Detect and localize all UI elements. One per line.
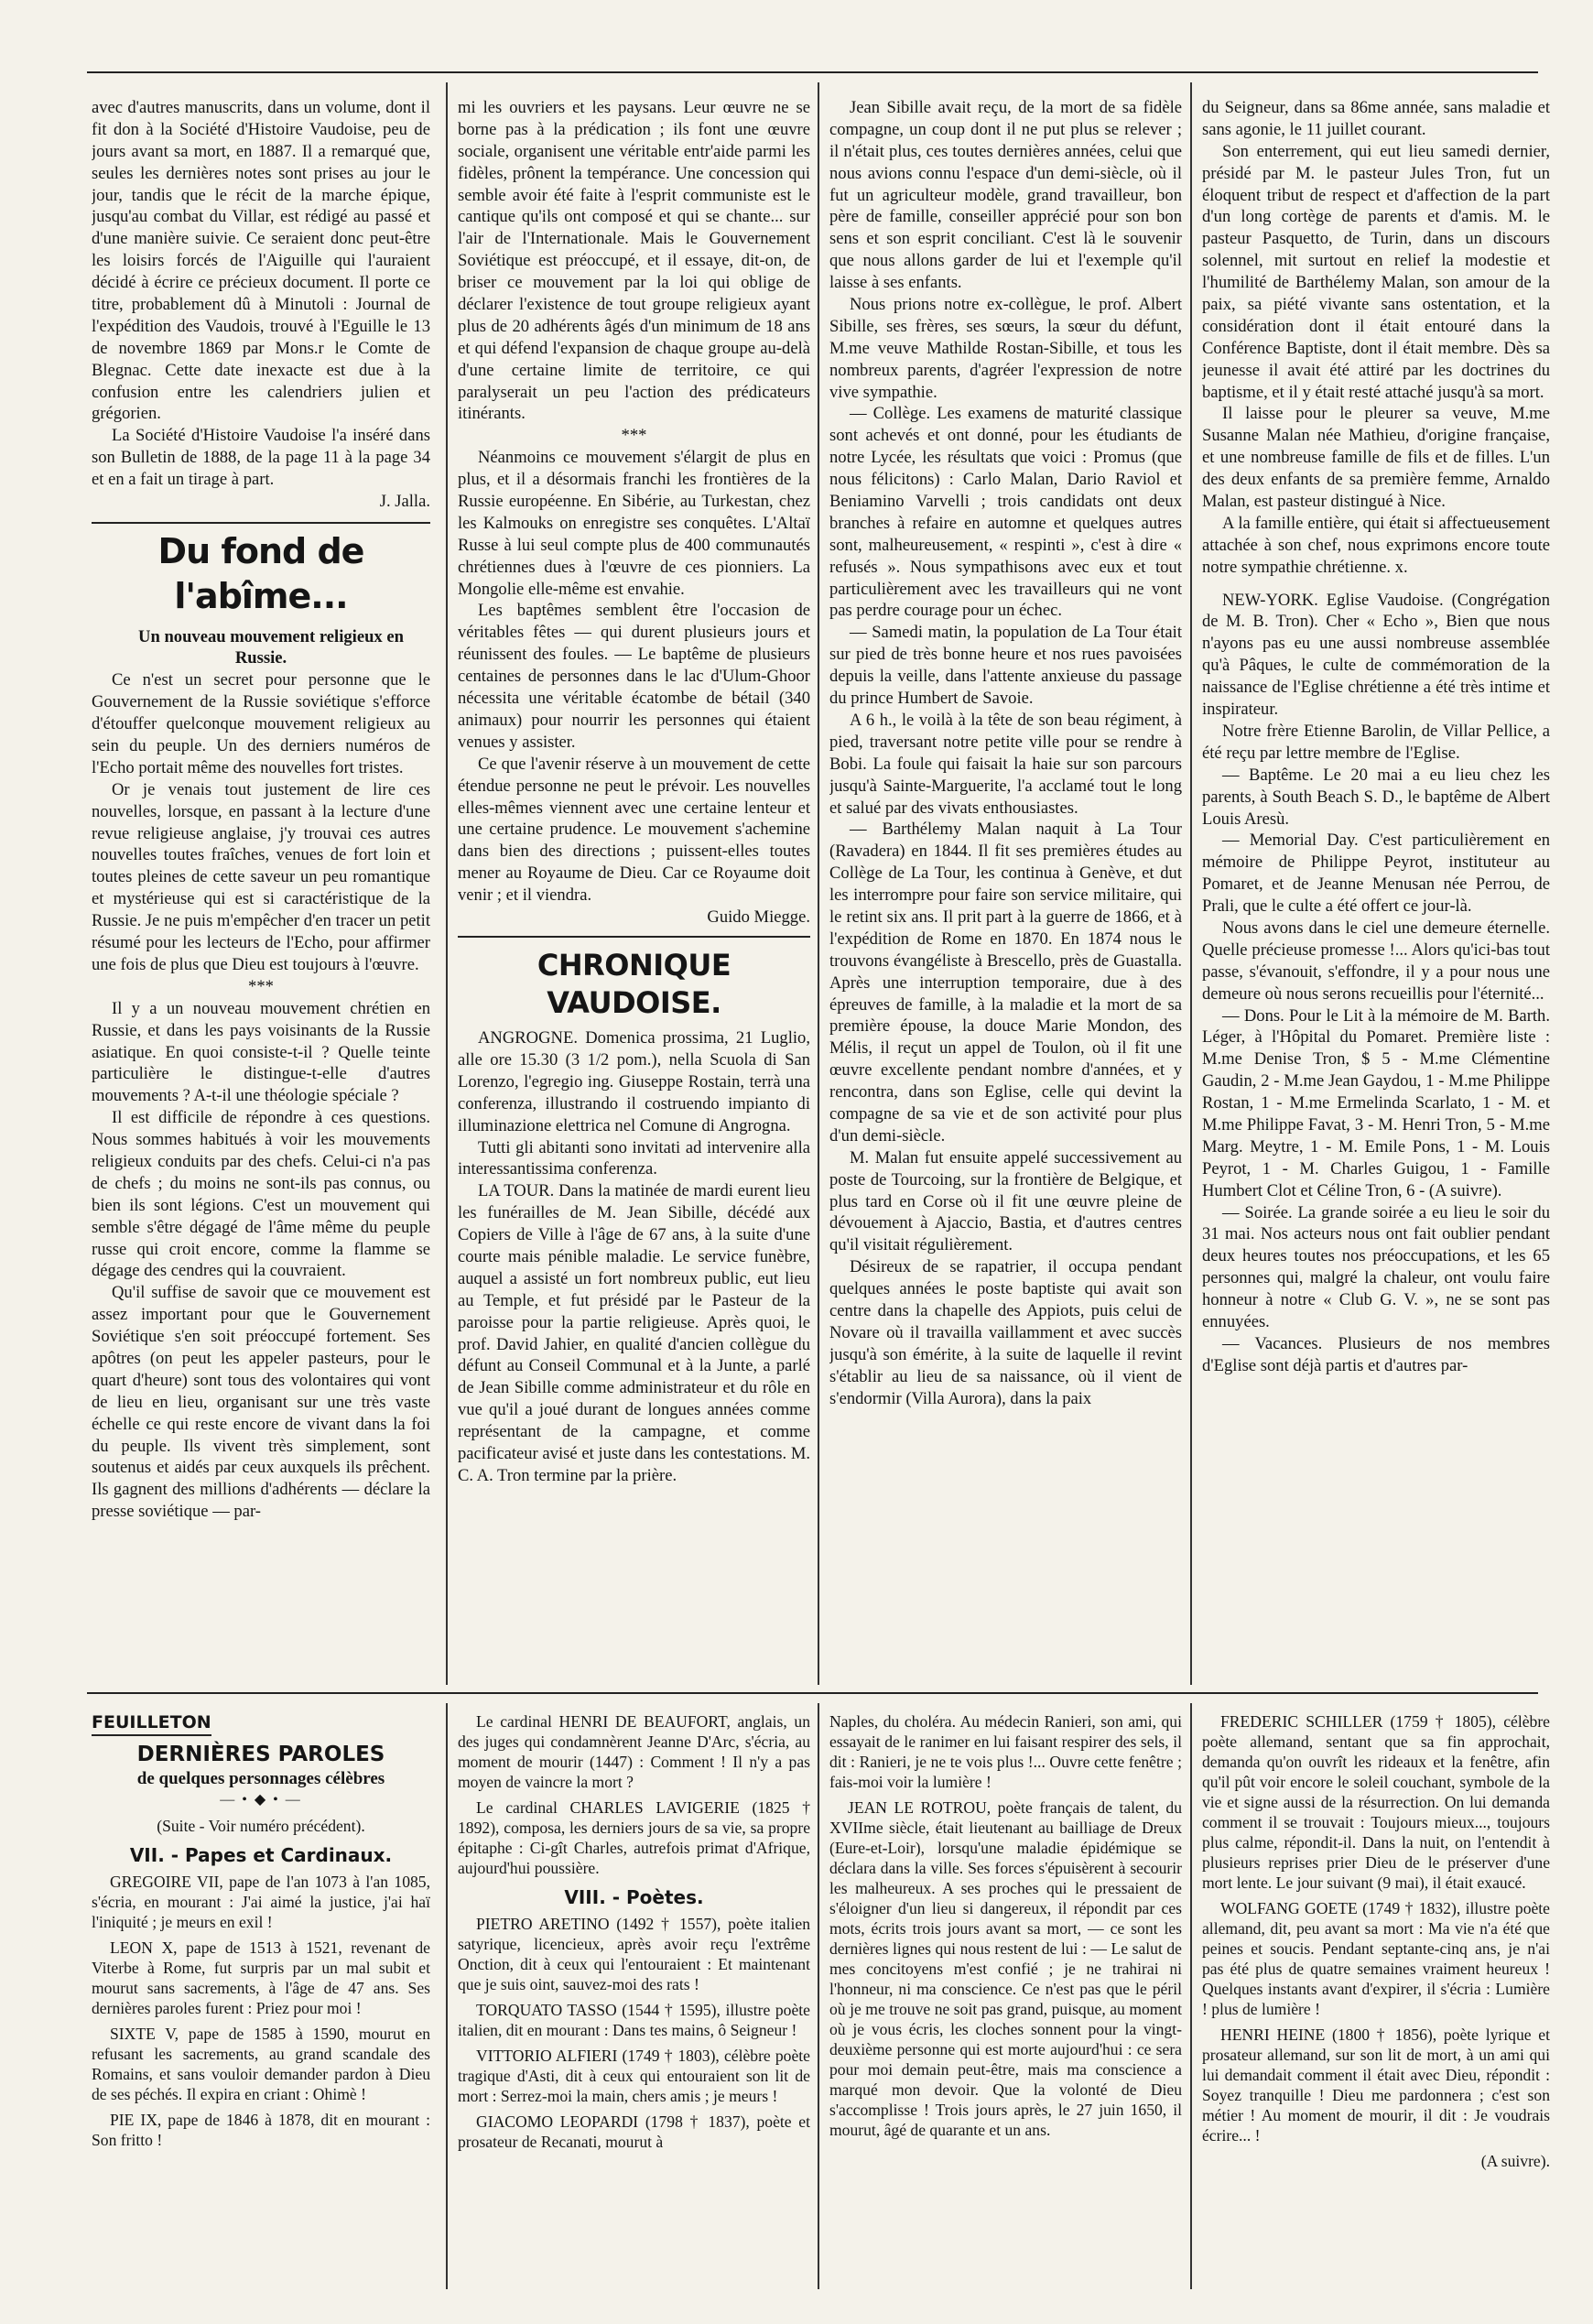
article-continuation: mi les ouvriers et les paysans. Leur œuvre ne se borne pas à la prédication ; ils font une œuvre sociale, organisent une véritable entr'aide parmi les fidèles, prônent la tempérance. Une concession qui semble avoir été faite à l'esprit communiste est le cantique qu'ils ont composé et qui se chante... sur l'air de l'Internationale. Mais le Gouvernement Soviétique est préoccupé, et il essaye, dit-on, de briser ce mouvement par la loi qui oblige de déclarer l'existence de tout groupe religieux ayant plus de 20 adhérents âgés d'un minimum de 18 ans et qui défend l'expansion de chaque groupe au-delà d'une certaine limite de territoire, ce qui paralyserait un peu l'action des prédicateurs itinérants. — [458, 98, 810, 424]
paragraph: VITTORIO ALFIERI (1749 † 1803), célèbre poète tragique d'Asti, dit à ceux qui entouraient son lit de mort : Serrez-moi la main, chers amis ; je meurs ! — [458, 2046, 810, 2105]
paragraph: LEON X, pape de 1513 à 1521, revenant de Viterbe à Rome, fut surpris par un mal subit et mourut sans sacrements, à l'âge de 47 ans. Ses dernières paroles furent : Priez pour moi ! — [92, 1938, 430, 2018]
feuilleton-column-1 — [92, 1712, 430, 2289]
paragraph: PIETRO ARETINO (1492 † 1557), poète italien satyrique, licencieux, après avoir reçu l'extrême Onction, dit à ceux qui l'entouraient : Et maintenant que je suis oint, sauvez-moi des rats ! — [458, 1914, 810, 1993]
feuilleton-rule — [87, 1692, 1538, 1694]
column-divider — [1190, 82, 1192, 1685]
feuilleton-column-2 — [458, 1712, 810, 2289]
paragraph: — Dons. Pour le Lit à la mémoire de M. Barth. Léger, à l'Hôpital du Pomaret. Première liste : M.me Denise Tron, $ 5 - M.me Clémentine Gaudin, 2 - M.me Jean Gaydou, 1 - M.me Philippe Rostan, 1 - M.me Ermelinda Scarlato, 1 - M. et M.me Philippe Favat, 3 - M. Henri Tron, 5 - M.me Marg. Meytre, 1 - M. Emile Pons, 1 - M. Louis Peyrot, 1 - M. Charles Guigou, 1 - Famille Humbert Clot et Céline Tron, 6 - (A suivre). — [1202, 1005, 1550, 1200]
chronique-title: CHRONIQUE VAUDOISE. — [536, 947, 731, 1020]
paragraph: — Baptême. Le 20 mai a eu lieu chez les parents, à South Beach S. D., le baptême de Albert Louis Aresù. — [1202, 765, 1550, 829]
column-divider — [446, 1703, 448, 2289]
paragraph: Naples, du choléra. Au médecin Ranieri, son ami, qui essayait de le ranimer en lui faisant respirer des sels, il dit : Ranieri, je ne te vois plus !... Ouvre cette fenêtre ; fais-moi voir la lumière ! — [829, 1712, 1182, 1791]
section-rule — [458, 936, 810, 938]
section-separator: *** — [621, 426, 647, 446]
top-rule — [87, 71, 1538, 73]
feuilleton-column-3 — [829, 1712, 1182, 2289]
signature: Guido Miegge. — [707, 907, 810, 927]
paragraph: Il est difficile de répondre à ces questions. Nous sommes habitués à voir les mouvements religieux conduits par des chefs. Celui-ci n'a pas de chefs ; du moins ne sont-ils pas connus, ou bien ils sont légions. C'est un mouvement qui semble s'être dégagé de l'âme même du peuple russe qui croit encore, comme la flamme se dégage des cendres qui la couvraient. — [92, 1108, 430, 1281]
paragraph: — Vacances. Plusieurs de nos membres d'Eglise sont déjà partis et d'autres par- — [1202, 1333, 1550, 1375]
feuilleton-subtitle: de quelques personnages célèbres — [136, 1768, 385, 1788]
feuilleton-label: FEUILLETON — [92, 1712, 211, 1736]
paragraph: PIE IX, pape de 1846 à 1878, dit en mourant : Son fritto ! — [92, 2111, 430, 2150]
paragraph: Les baptêmes semblent être l'occasion de véritables fêtes — qui durent plusieurs jours et réunissent des foules. — Le baptême de plusieurs centaines de personnes dans le lac d'Ulum-Ghoor nécessita une véritable écatombe de bétail (340 animaux) pour nourrir les personnes qui étaient venues y assister. — [458, 601, 810, 752]
signature: J. Jalla. — [379, 492, 430, 512]
paragraph: WOLFANG GOETE (1749 † 1832), illustre poète allemand, dit, peu avant sa mort : Ma vie n'a été que peines et soucis. Pendant septante-cinq ans, je n'ai pas été plus de quatre semaines vraiment heureux ! Quelques instants avant d'expirer, il s'écria : Lumière ! plus de lumière ! — [1202, 1898, 1550, 2018]
paragraph: GREGOIRE VII, pape de l'an 1073 à l'an 1085, s'écria, en mourant : J'ai aimé la justice, j'ai haï l'iniquité ; je meurs en exil ! — [92, 1873, 430, 1932]
paragraph: Néanmoins ce mouvement s'élargit de plus en plus, et il a désormais franchi les frontières de la Russie européenne. En Sibérie, au Turkestan, chez les Kalmouks on enregistre ses conquêtes. L'Altaï Russe à lui seul compte plus de 400 communautés chrétiennes dues à l'œuvre de ces pionniers. La Mongolie elle-même est envahie. — [458, 448, 810, 599]
paragraph: A la famille entière, qui était si affectueusement attachée à son chef, nous exprimons encore toute notre sympathie chrétienne. x. — [1202, 513, 1550, 577]
paragraph: GIACOMO LEOPARDI (1798 † 1837), poète et prosateur de Recanati, mourut à — [458, 2112, 810, 2151]
column-1 — [92, 97, 430, 1672]
paragraph: HENRI HEINE (1800 † 1856), poète lyrique et prosateur allemand, sur son lit de mort, à un ami qui lui demandait comment il était avec Dieu, répondit : Soyez tranquille ! Dieu me pardonnera ; c'est son métier ! Au moment de mourir, il dit : Je voudrais écrire... ! — [1202, 2025, 1550, 2145]
column-divider — [818, 1703, 819, 2289]
paragraph: A 6 h., le voilà à la tête de son beau régiment, à pied, traversant notre petite ville pour se rendre à Bobi. La foule qui faisait la haie sur son parcours jusqu'à Sainte-Marguerite, l'a acclamé tout le long et salué par des vivats enthousiastes. — [829, 710, 1182, 818]
paragraph: Ce n'est un secret pour personne que le Gouvernement de la Russie soviétique s'efforce d'étouffer quelconque mouvement religieux au sein du peuple. Un des derniers numéros de l'Echo portait même des nouvelles fort tristes. — [92, 670, 430, 777]
paragraph: Tutti gli abitanti sono invitati ad intervenire alla interessantissima conferenza. — [458, 1137, 810, 1179]
paragraph: Or je venais tout justement de lire ces nouvelles, lorsque, en passant à la lecture d'une revue religieuse anglaise, j'y trouvai ces autres nouvelles toutes fraîches, venues de fort loin et toutes pleines de cette saveur un peu romantique et mystérieuse qui est si caractéristique de la Russie. Je ne puis m'empêcher d'en tracer un petit résumé pour les lecteurs de l'Echo, pour affirmer une fois de plus que Dieu est toujours à l'œuvre. — [92, 779, 430, 974]
paragraph: Qu'il suffise de savoir que ce mouvement est assez important pour que le Gouvernement Soviétique s'en soit préoccupé fortement. Ses apôtres (on peut les appeler pasteurs, pour le quart d'heure) sont tous des volontaires qui vont de lieu en lieu, organisant sur une très vaste échelle ce qui reste encore de vivant dans la foi du peuple. Ils vivent très simplement, sont soutenus et aidés par ceux auxquels ils prêchent. Ils gagnent des millions d'adhérents — déclare la presse soviétique — par- — [92, 1283, 430, 1522]
paragraph: Son enterrement, qui eut lieu samedi dernier, présidé par M. le pasteur Jules Tron, fut un éloquent tribut de respect et d'affection de la part d'un long cortège de parents et d'amis. M. le pasteur Pasquetto, de Turin, dans un discours solennel, mit surtout en relief la modestie et l'humilité de Barthélemy Malan, son amour de la paix, sa piété vivante sans ostentation, et la considération dont il était entouré dans la Conférence Baptiste, dont il était membre. Dès sa jeunesse il avait été attiré par les doctrines du baptisme, et il y était resté attaché jusqu'à sa mort. — [1202, 141, 1550, 402]
news-item-angrogne: ANGROGNE. Domenica prossima, 21 Luglio, alle ore 15.30 (3 1/2 pom.), nella Scuola di San Lorenzo, l'egregio ing. Giuseppe Rostain, terrà una conferenza, illustrando il costruendo impianto di illuminazione elettrica nel Comune di Angrogna. — [458, 1028, 810, 1135]
paragraph: — Memorial Day. C'est particulièrement en mémoire de Philippe Peyrot, instituteur au Pomaret, et de Jeanne Menusan née Perrou, de Prali, que le culte a été offert ce jour-là. — [1202, 831, 1550, 917]
paragraph: M. Malan fut ensuite appelé successivement au poste de Tourcoing, sur la frontière de Belgique, et plus tard en Corse où il fit une œuvre pleine de dévouement à Ajaccio, Bastia, et d'autres centres qu'il visitait régulièrement. — [829, 1147, 1182, 1255]
column-divider — [818, 82, 819, 1685]
section-heading: VII. - Papes et Cardinaux. — [129, 1844, 393, 1867]
paragraph: Il laisse pour le pleurer sa veuve, M.me Susanne Malan née Mathieu, d'origine française, et une nombreuse famille de fils et de filles. L'un des deux enfants de sa première femme, Arnaldo Malan, est pasteur distingué à Nice. — [1202, 404, 1550, 512]
paragraph: Il y a un nouveau mouvement chrétien en Russie, et dans les pays voisinants de la Russie asiatique. En quoi consiste-t-il ? Quelle teinte particulière le distingue-t-elle d'autres mouvements ? A-t-il une théologie spéciale ? — [92, 998, 430, 1106]
column-divider — [446, 82, 448, 1685]
section-separator: *** — [248, 976, 274, 996]
paragraph: — Samedi matin, la population de La Tour était sur pied de très bonne heure et nos rues pavoisées depuis la veille, dans l'attente anxieuse du passage du prince Humbert de Savoie. — [829, 623, 1182, 709]
suite-note: (Suite - Voir numéro précédent). — [157, 1817, 365, 1836]
paragraph: Notre frère Etienne Barolin, de Villar Pellice, a été reçu par lettre membre de l'Eglise. — [1202, 721, 1550, 763]
news-item-la-tour: LA TOUR. Dans la matinée de mardi eurent lieu les funérailles de M. Jean Sibille, décédé aux Copiers de Ville à l'âge de 67 ans, à la suite d'une courte mais pénible maladie. Le service funèbre, auquel a assisté un fort nombreux public, eut lieu au Temple, et fut présidé par le Pasteur de la paroisse pour la partie religieuse. Après quoi, le prof. David Jahier, en qualité d'ancien collègue du défunt au Conseil Communal et à la Junte, a parlé de Jean Sibille comme administrateur et du rôle en vue qu'il a joué durant de longues années comme représentant de la campagne, et comme pacificateur avisé et juste dans les contestations. M. C. A. Tron termine par la prière. — [458, 1181, 810, 1485]
news-item-new-york: NEW-YORK. Eglise Vaudoise. (Congrégation de M. B. Tron). Cher « Echo », Bien que nous n'ayons pas eu une aussi nombreuse assemblée qu'à Pâques, le culte de commémoration de la naissance de l'Eglise chrétienne a été très intime et inspirateur. — [1202, 590, 1550, 720]
paragraph: Le cardinal HENRI DE BEAUFORT, anglais, un des juges qui condamnèrent Jeanne D'Arc, s'écria, au moment de mourir (1447) : Comment ! Il n'y a pas moyen de vaincre la mort ? — [458, 1712, 810, 1791]
ornament: — • ◆ • — — [220, 1792, 302, 1808]
column-2 — [458, 97, 810, 1672]
column-4 — [1202, 97, 1550, 1672]
column-3 — [829, 97, 1182, 1672]
subheadline: Un nouveau mouvement religieux en Russie. — [138, 626, 404, 668]
paragraph: La Société d'Histoire Vaudoise l'a inséré dans son Bulletin de 1888, de la page 11 à la page 34 et en a fait un tirage à part. — [92, 426, 430, 490]
to-be-continued: (A suivre). — [1480, 2151, 1550, 2170]
paragraph: du Seigneur, dans sa 86me année, sans maladie et sans agonie, le 11 juillet courant. — [1202, 98, 1550, 139]
paragraph: Jean Sibille avait reçu, de la mort de sa fidèle compagne, un coup dont il ne put plus se relever ; il n'était plus, ces toutes dernières années, celui que nous avions connu l'espace d'un demi-siècle, où il fut un agriculteur modèle, grand travailleur, bon père de famille, conseiller apprécié pour son bon sens et son esprit conciliant. C'est là le souvenir que nous allons garder de lui et l'exemple qu'il laisse à ses enfants. — [829, 98, 1182, 293]
paragraph: TORQUATO TASSO (1544 † 1595), illustre poète italien, dit en mourant : Dans tes mains, ô Seigneur ! — [458, 2000, 810, 2039]
article-continuation: avec d'autres manuscrits, dans un volume, dont il fit don à la Société d'Histoire Vaudoise, peu de jours avant sa mort, en 1887. Il a remarqué que, seules les dernières notes sont prises au jour le jour, tandis que le récit de la marche épique, jusqu'au combat du Villar, est rédigé au passé et d'une manière suivie. Ce seraient donc peut-être les loisirs forcés de l'Aiguille qui l'auraient décidé à écrire ce précieux document. Il porte ce titre, probablement dû à Minutoli : Journal de l'expédition des Vaudois, trouvé à l'Eguille le 13 de novembre 1869 par Mons.r le Comte de Blegnac. Cette date inexacte est due à la confusion entre les calendriers julien et grégorien. — [92, 98, 430, 424]
paragraph: Désireux de se rapatrier, il occupa pendant quelques années le poste baptiste qui avait son centre dans la chapelle des Appiots, puis celui de Novare où il travailla vaillamment et avec succès jusqu'à son émérite, à la suite de laquelle il revint s'établir au lieu de sa naissance, où il vient de s'endormir (Villa Aurora), dans la paix — [829, 1257, 1182, 1408]
column-divider — [1190, 1703, 1192, 2289]
paragraph: JEAN LE ROTROU, poète français de talent, du XVIIme siècle, était lieutenant au bailliage de Dreux (Eure-et-Loir), lorsqu'une maladie épidémique se déclara dans la ville. Ses forces s'épuisèrent à secourir les malheureux. A ses proches qui le pressaient de s'éloigner d'un lieu si dangereux, il répondit par ces mots, écrits trois jours avant sa mort, — ce sont les dernières lignes qui nous restent de lui : — Le salut de mes concitoyens m'est confié ; je ne trahirai ni l'honneur, ni ma conscience. Ce n'est pas que le péril où je me trouve ne soit pas grand, puisque, au moment où je vous écris, les cloches sonnent pour la vingt-deuxième personne qui est morte aujourd'hui : ce sera pour moi demain peut-être, mais ma conscience a marqué mon devoir. Que la volonté de Dieu s'accomplisse ! Trois jours après, le 27 juin 1650, il mourut, âgé de quarante et un ans. — [829, 1797, 1182, 2139]
paragraph: Nous avons dans le ciel une demeure éternelle. Quelle précieuse promesse !... Alors qu'ici-bas tout passe, s'évanouit, s'effondre, il y a pour nous une demeure où nous serons recueillis pour l'éternité... — [1202, 918, 1550, 1004]
section-heading: VIII. - Poètes. — [564, 1885, 704, 1908]
paragraph: — Barthélemy Malan naquit à La Tour (Ravadera) en 1844. Il fit ses premières études au Collège de La Tour, les continua à Genève, et dut les interrompre pour faire son service militaire, qui le retint six ans. Il prit part à la guerre de 1866, et à l'expédition de Rome en 1870. En 1874 nous le trouvons évangéliste à Brescello, près de Guastalla. Après une interruption temporaire, due à des épreuves de famille, à la maladie et la mort de sa première épouse, la douce Marie Mondon, des Mélis, il reçut un appel de Toulon, où il fit une œuvre excellente pendant nombre d'années, et y rencontra, dans son Eglise, celle qui devint la compagne de sa vie et de son activité pour plus d'un demi-siècle. — [829, 820, 1182, 1146]
feuilleton-title: DERNIÈRES PAROLES — [136, 1742, 385, 1766]
feuilleton-column-4 — [1202, 1712, 1550, 2289]
paragraph: SIXTE V, pape de 1585 à 1590, mourut en refusant les sacrements, au grand scandale des Romains, et sans vouloir demander pardon à Dieu de ses péchés. Il expira en criant : Ohimè ! — [92, 2025, 430, 2104]
paragraph: — Soirée. La grande soirée a eu lieu le soir du 31 mai. Nos acteurs nous ont fait oublier pendant deux heures toutes nos préoccupations, et les 65 personnes qui, malgré la chaleur, ont voulu faire honneur à notre « Club G. V. », ne se sont pas ennuyées. — [1202, 1202, 1550, 1331]
headline: Du fond de l'abîme... — [92, 522, 430, 619]
paragraph: FREDERIC SCHILLER (1759 † 1805), célèbre poète allemand, sentant que sa fin approchait, demanda qu'on ouvrît les rideaux et la fenêtre, afin qu'il pût voir encore le soleil couchant, symbole de la vie et signe aussi de la résurrection. On lui demanda comment il se trouvait : Toujours mieux..., toujours plus calme, répondit-il. Dans la nuit, on l'entendit à plusieurs reprises prier Dieu de le préserver d'une mort lente. Le jour suivant (9 mai), il était exaucé. — [1202, 1712, 1550, 1892]
paragraph: — Collège. Les examens de maturité classique sont achevés et ont donné, pour les étudiants de notre Lycée, les résultats que voici : Promus (que nous félicitons) : Carlo Malan, Dario Raviol et Beniamino Varvelli ; trois candidats ont deux branches à refaire en automne et quelques autres sont, malheureusement, « respinti », c'est à dire « refusés ». Nous sympathisons avec eux et tout particulièrement avec les travailleurs qui ne vont pas perdre courage pour un échec. — [829, 404, 1182, 621]
paragraph: Le cardinal CHARLES LAVIGERIE (1825 † 1892), composa, les derniers jours de sa vie, sa propre épitaphe : Ci-gît Charles, autrefois primat d'Afrique, aujourd'hui poussière. — [458, 1797, 810, 1877]
paragraph: Ce que l'avenir réserve à un mouvement de cette étendue personne ne peut le prévoir. Les nouvelles elles-mêmes viennent avec une certaine lenteur et une certaine prudence. Le mouvement s'achemine dans bien des directions ; puissent-elles toutes mener au Royaume de Dieu. Car ce Royaume doit venir ; et il viendra. — [458, 754, 810, 906]
paragraph: Nous prions notre ex-collègue, le prof. Albert Sibille, ses frères, ses sœurs, la sœur du défunt, M.me veuve Mathilde Rostan-Sibille, et tous les nombreux parents, d'agréer l'expression de notre vive sympathie. — [829, 295, 1182, 402]
